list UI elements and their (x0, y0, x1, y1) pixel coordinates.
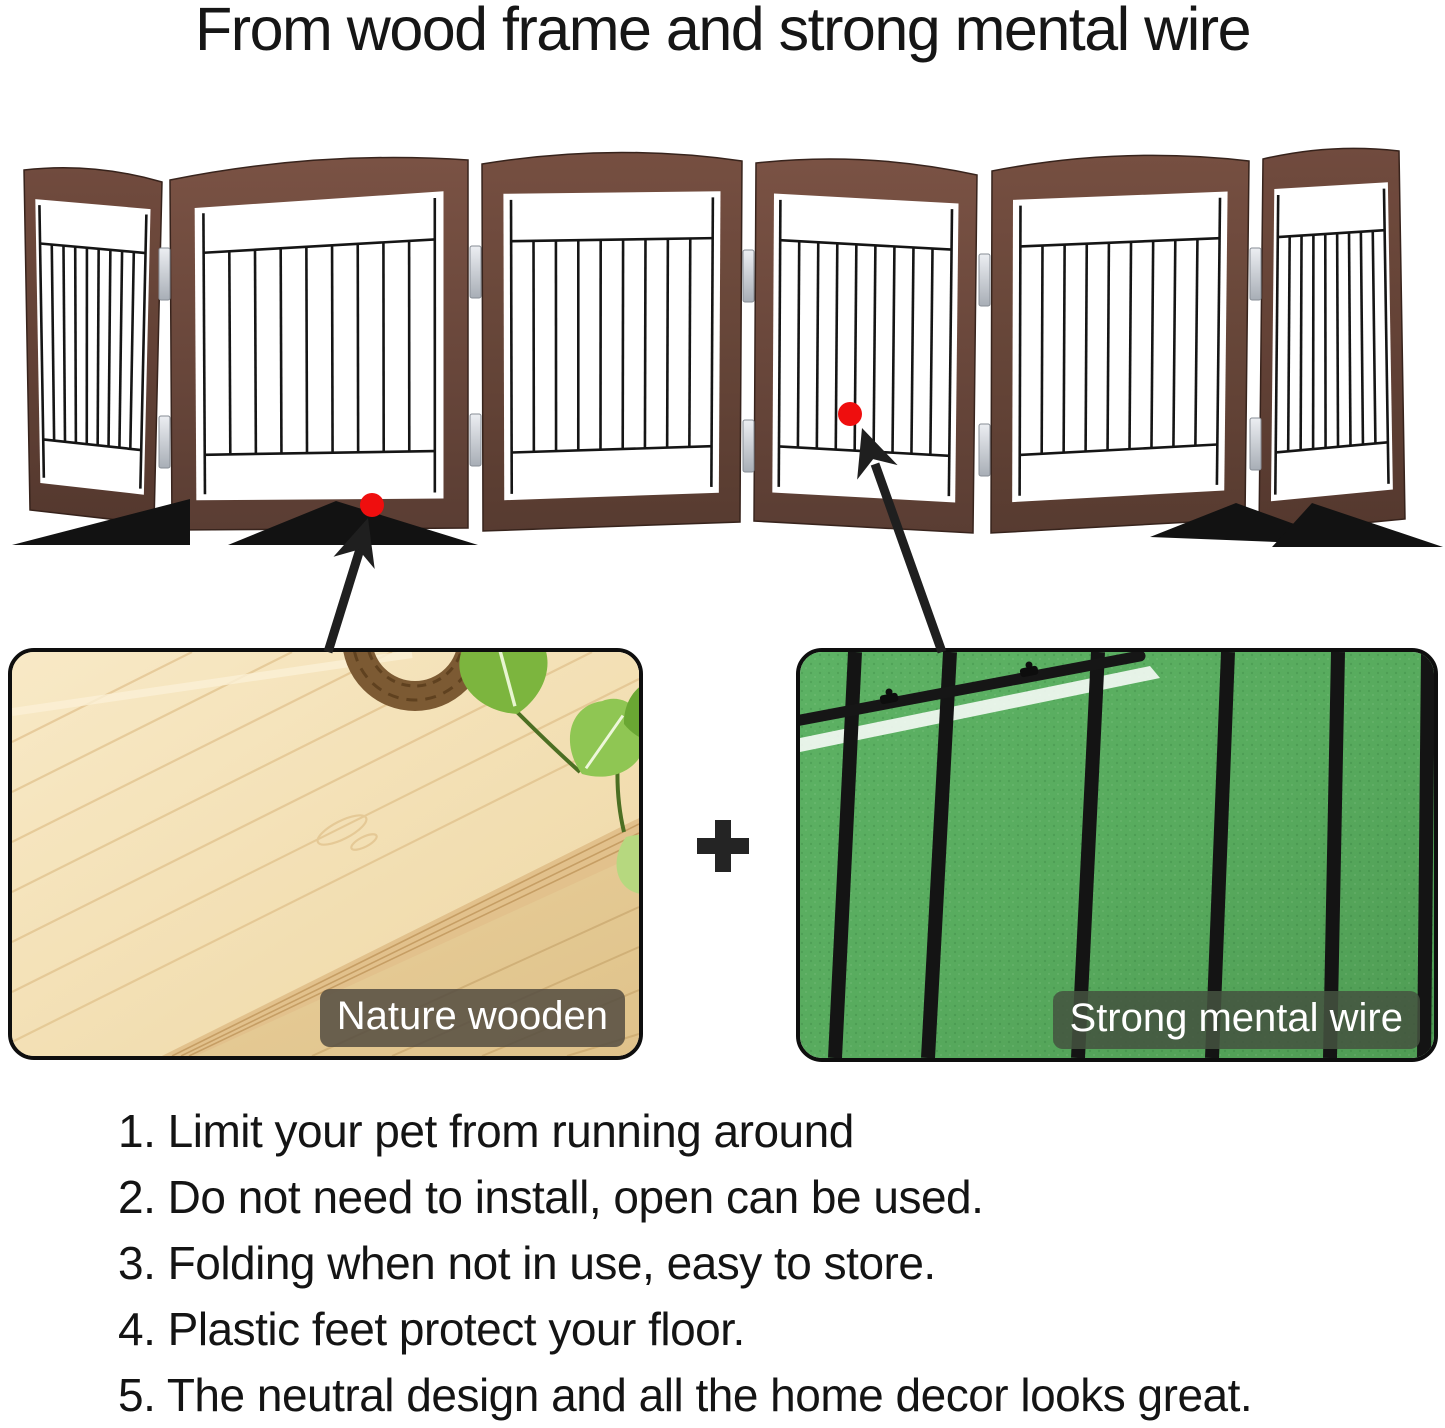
callout-arrow-left (328, 512, 388, 652)
red-dot-wire-callout (838, 402, 862, 426)
gate-support-feet (12, 499, 1443, 547)
gate-panel-1 (24, 168, 162, 524)
gate-panel-6 (1259, 148, 1405, 533)
gate-panel-3 (482, 152, 742, 531)
plus-icon (660, 788, 785, 903)
gate-hinges (159, 246, 1261, 476)
feature-item-4: 4. Plastic feet protect your floor. (118, 1303, 745, 1355)
red-dot-wood-callout (360, 493, 384, 517)
gate-illustration (0, 0, 1445, 680)
callout-arrow-right (841, 421, 942, 652)
wood-photo-label: Nature wooden (320, 989, 625, 1047)
feature-item-5: 5. The neutral design and all the home decor looks great. (118, 1369, 1253, 1421)
feature-item-1: 1. Limit your pet from running around (118, 1105, 854, 1157)
gate-panel-5 (991, 155, 1249, 533)
feature-item-3: 3. Folding when not in use, easy to store. (118, 1237, 936, 1289)
gate-panels (24, 148, 1405, 533)
gate-panel-4 (754, 159, 977, 533)
feature-list (118, 1105, 1425, 1428)
feature-item-2: 2. Do not need to install, open can be used. (118, 1171, 984, 1223)
gate-panel-2 (170, 158, 468, 531)
plus-shape (697, 820, 749, 872)
wood-detail-photo (8, 648, 643, 1060)
wire-detail-photo (796, 648, 1438, 1062)
page-title: From wood frame and strong mental wire (195, 0, 1250, 63)
wire-photo-label: Strong mental wire (1053, 991, 1420, 1049)
